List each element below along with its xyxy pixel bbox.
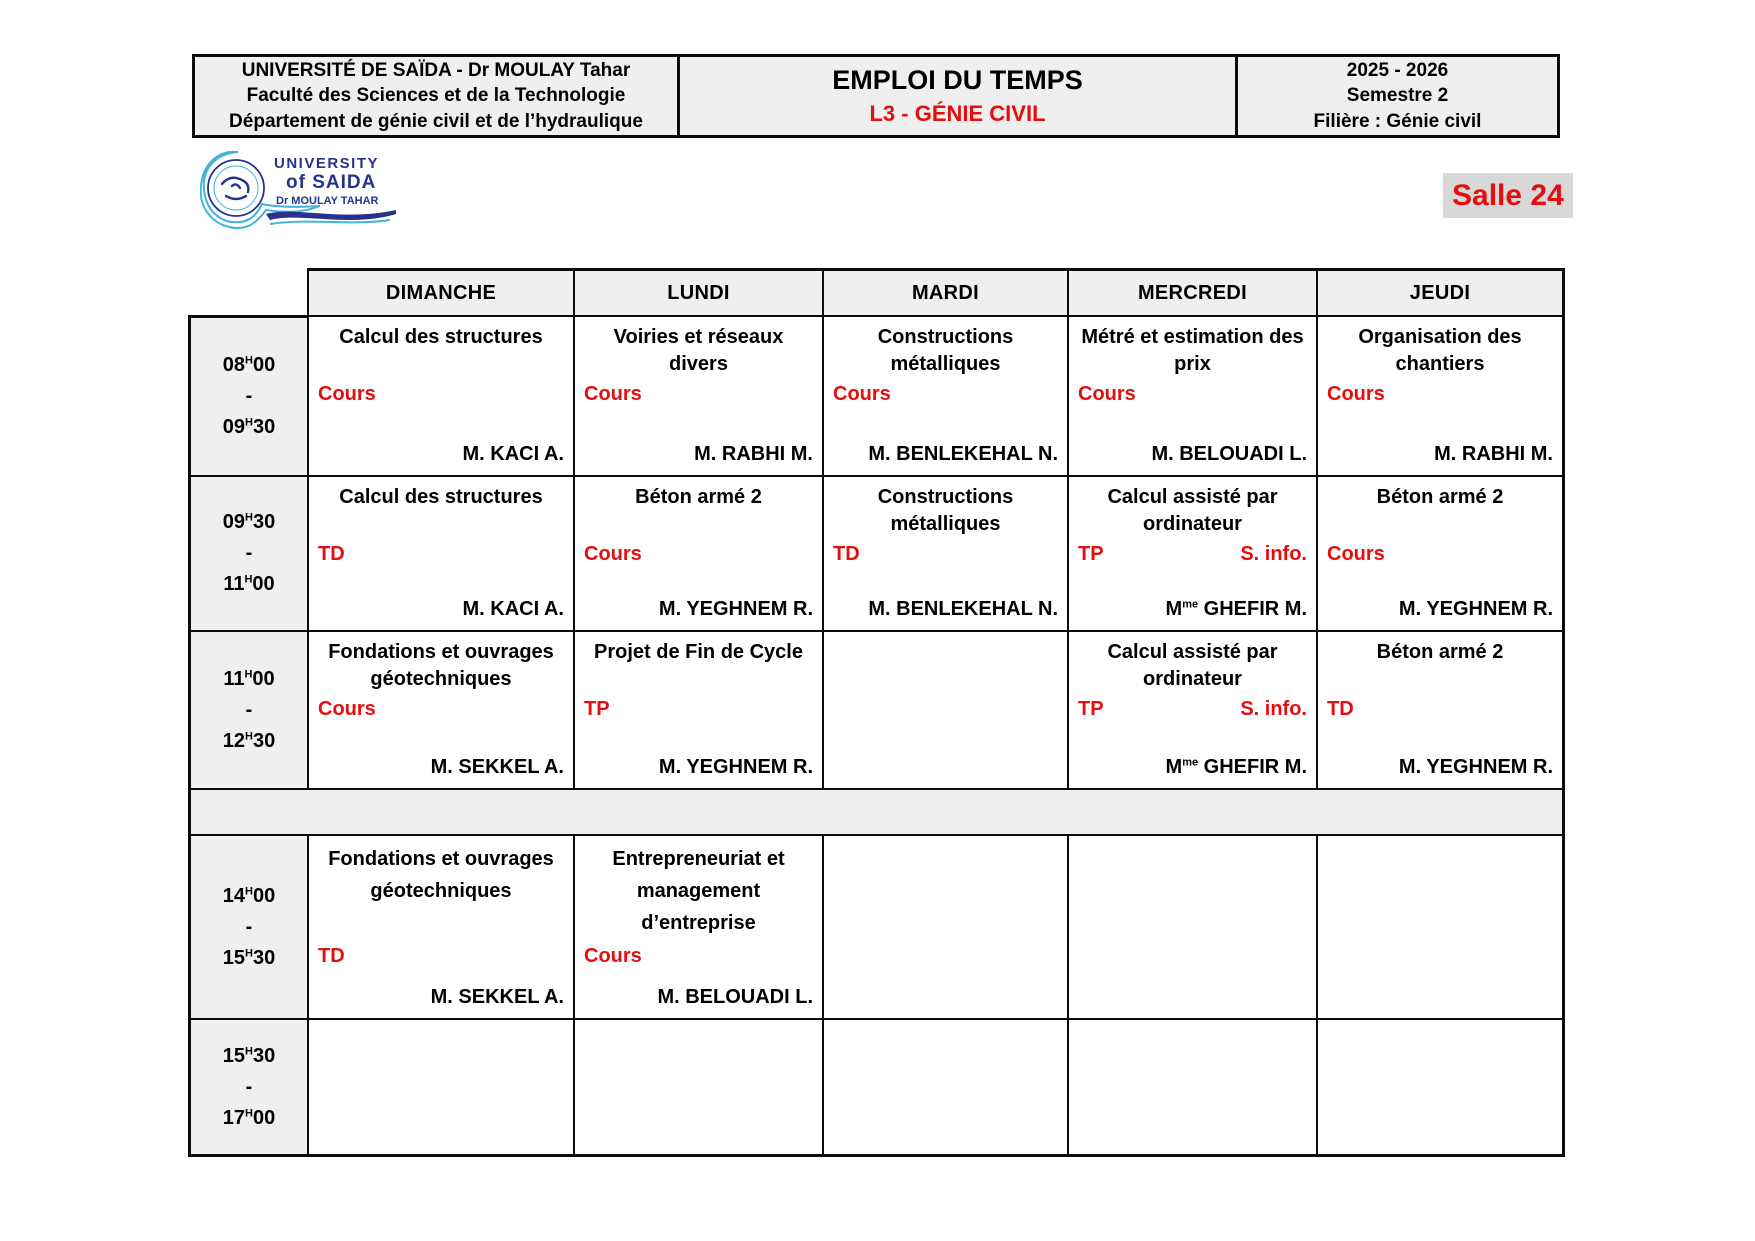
subject-label: Fondations et ouvrages géotechniques [328, 848, 554, 902]
teacher-label: $M^{me}$ GHEFIR M. [1165, 756, 1307, 778]
teacher-label: M. BENLEKEHAL N. [868, 598, 1058, 620]
course-type-label: TD [318, 945, 345, 967]
subject-label: Organisation des chantiers [1358, 326, 1522, 375]
logo-line2: of SAIDA [286, 172, 377, 193]
logo-line1: UNIVERSITY [274, 155, 380, 172]
teacher-label: M. YEGHNEM R. [1398, 756, 1553, 778]
time-slot-label: $11^H00$ - $12^H30$ [188, 630, 307, 788]
logo-line3: Dr MOULAY TAHAR [276, 195, 379, 207]
course-type-label: Cours [833, 383, 891, 405]
course-type-label: Cours [1078, 383, 1136, 405]
teacher-label: M. KACI A. [462, 598, 564, 620]
course-cell [1316, 630, 1565, 788]
empty-cell [1316, 834, 1565, 1018]
subject-label: Constructions métalliques [877, 486, 1014, 535]
time-slot-label: $08^H00$ - $09^H30$ [188, 315, 307, 475]
title-block [677, 57, 1235, 135]
subject-label: Béton armé 2 [1376, 641, 1504, 663]
course-cell [573, 315, 822, 475]
semester: Semestre 2 [1346, 85, 1449, 107]
teacher-label: M. RABHI M. [1434, 443, 1553, 465]
subject-label: Calcul des structures [339, 486, 543, 508]
teacher-label: M. RABHI M. [694, 443, 813, 465]
time-slot-label: $14^H00$ - $15^H30$ [188, 834, 307, 1018]
course-type-label: Cours [584, 383, 642, 405]
academic-year: 2025 - 2026 [1346, 59, 1449, 81]
lunch-break-row [188, 788, 1565, 834]
teacher-label: M. YEGHNEM R. [658, 598, 813, 620]
teacher-label: M. SEKKEL A. [430, 756, 564, 778]
teacher-label: M. YEGHNEM R. [658, 756, 813, 778]
course-type-label: TD [318, 543, 345, 565]
teacher-label: M. YEGHNEM R. [1398, 598, 1553, 620]
subject-label: Calcul des structures [339, 326, 543, 348]
course-cell [1316, 315, 1565, 475]
time-slot-label: $15^H30$ - $17^H00$ [188, 1018, 307, 1157]
institution-block [195, 57, 677, 135]
teacher-label: M. BENLEKEHAL N. [868, 443, 1058, 465]
course-type-label: TD [833, 543, 860, 565]
course-cell [1067, 315, 1316, 475]
subject-label: Calcul assisté par ordinateur [1107, 641, 1278, 690]
document-title: EMPLOI DU TEMPS [832, 65, 1083, 96]
empty-cell [1316, 1018, 1565, 1157]
subject-label: Béton armé 2 [635, 486, 762, 508]
teacher-label: M. SEKKEL A. [430, 986, 564, 1008]
subject-label: Béton armé 2 [1376, 486, 1504, 508]
course-cell [573, 834, 822, 1018]
document-header [192, 54, 1560, 138]
university-name: UNIVERSITÉ DE SAÏDA - Dr MOULAY Tahar [241, 59, 631, 81]
time-slot-label: $09^H30$ - $11^H00$ [188, 475, 307, 630]
course-cell [307, 834, 573, 1018]
empty-cell [573, 1018, 822, 1157]
day-header-jeudi: JEUDI [1316, 268, 1565, 315]
room-label: S. info. [1240, 698, 1307, 720]
course-type-label: Cours [584, 543, 642, 565]
empty-cell [822, 1018, 1067, 1157]
subject-label: Entrepreneuriat et management d’entreprise [612, 848, 785, 934]
subject-label: Voiries et réseaux divers [613, 326, 784, 375]
teacher-label: M. KACI A. [462, 443, 564, 465]
subject-label: Fondations et ouvrages géotechniques [328, 641, 554, 690]
day-header-lundi: LUNDI [573, 268, 822, 315]
course-cell [573, 475, 822, 630]
course-cell [573, 630, 822, 788]
course-type-label: TP [1078, 698, 1104, 720]
empty-cell [822, 834, 1067, 1018]
subject-label: Constructions métalliques [877, 326, 1014, 375]
filiere: Filière : Génie civil [1313, 110, 1482, 132]
room-label: S. info. [1240, 543, 1307, 565]
empty-cell [822, 630, 1067, 788]
logo-swoosh-underline [270, 220, 390, 224]
session-block [1235, 57, 1557, 135]
course-type-label: Cours [1327, 383, 1385, 405]
empty-cell [1067, 834, 1316, 1018]
day-header-mardi: MARDI [822, 268, 1067, 315]
university-logo [200, 148, 400, 236]
course-cell [307, 475, 573, 630]
timetable-grid [188, 268, 1565, 1157]
course-type-label: Cours [584, 945, 642, 967]
course-cell [307, 630, 573, 788]
subject-label: Projet de Fin de Cycle [594, 641, 803, 663]
teacher-label: M. BELOUADI L. [657, 986, 813, 1008]
course-cell [307, 315, 573, 475]
course-cell [1316, 475, 1565, 630]
subject-label: Métré et estimation des prix [1081, 326, 1304, 375]
empty-cell [1067, 1018, 1316, 1157]
course-type-label: TP [1078, 543, 1104, 565]
course-type-label: Cours [318, 698, 376, 720]
faculty-name: Faculté des Sciences et de la Technologie [246, 85, 626, 107]
day-header-dimanche: DIMANCHE [307, 268, 573, 315]
teacher-label: $M^{me}$ GHEFIR M. [1165, 598, 1307, 620]
empty-cell [307, 1018, 573, 1157]
course-cell [822, 315, 1067, 475]
course-type-label: Cours [318, 383, 376, 405]
course-type-label: Cours [1327, 543, 1385, 565]
course-cell [1067, 630, 1316, 788]
teacher-label: M. BELOUADI L. [1151, 443, 1307, 465]
course-cell [822, 475, 1067, 630]
subject-label: Calcul assisté par ordinateur [1107, 486, 1278, 535]
course-type-label: TP [584, 698, 610, 720]
logo-seal [208, 160, 264, 216]
course-type-label: TD [1327, 698, 1354, 720]
course-cell [1067, 475, 1316, 630]
department-name: Département de génie civil et de l’hydraulique [229, 110, 643, 132]
day-header-mercredi: MERCREDI [1067, 268, 1316, 315]
room-badge: Salle 24 [1443, 173, 1573, 218]
document-subtitle: L3 - GÉNIE CIVIL [869, 100, 1046, 126]
